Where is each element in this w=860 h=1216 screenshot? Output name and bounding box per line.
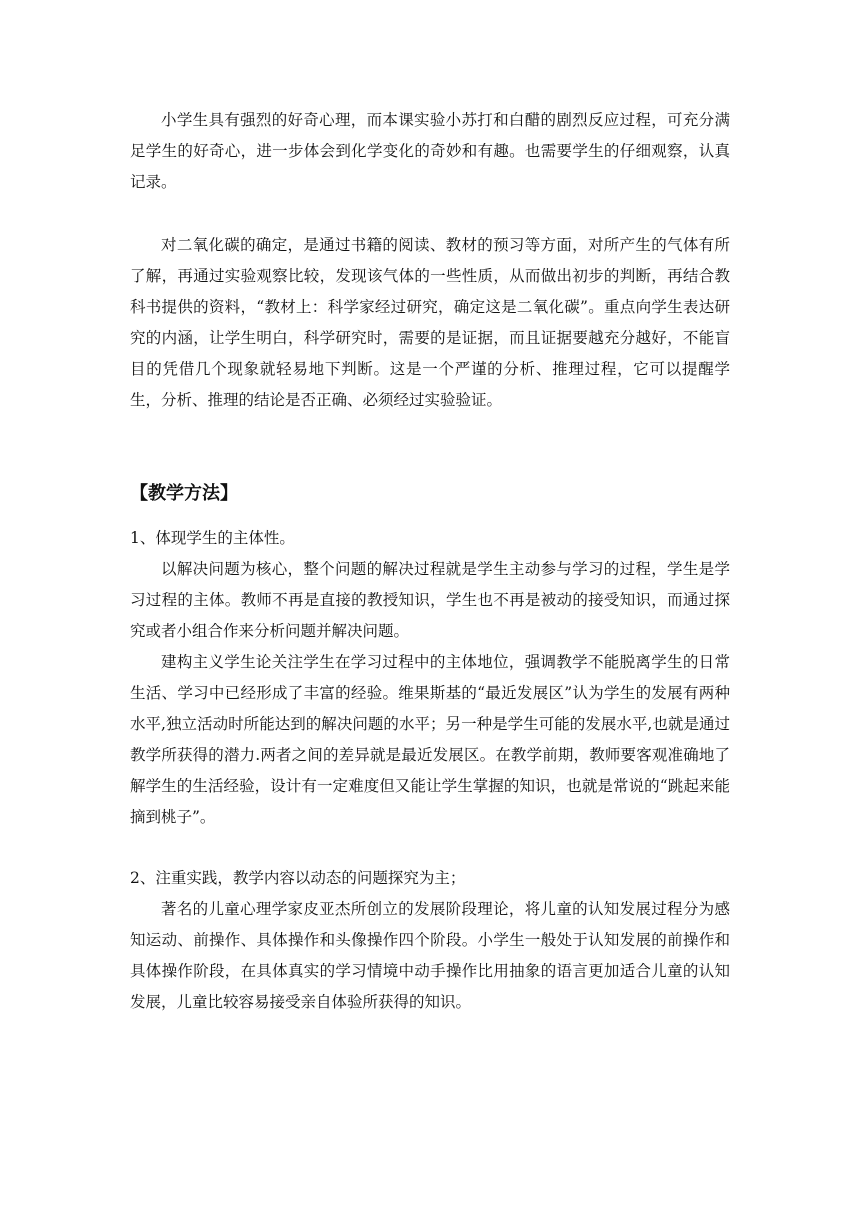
section-heading-teaching-method: 【教学方法】 [130, 483, 238, 504]
paragraph-constructivism: 建构主义学生论关注学生在学习过程中的主体地位，强调教学不能脱离学生的日常生活、学习中已经形成了丰富的经验。维果斯基的“最近发展区”认为学生的发展有两种水平,独立活动时所能达到的解决问题的水平；另一种是学生可能的发展水平,也就是通过教学所获得的潜力.两者之间的差异就是最近发展区。在教学前期，教师要客观准确地了解学生的生活经验，设计有一定难度但又能让学生掌握的知识，也就是常说的“跳起来能摘到桃子”。 [130, 653, 730, 826]
list-item-2: 2、注重实践，教学内容以动态的问题探究为主； [130, 869, 466, 887]
paragraph-curiosity: 小学生具有强烈的好奇心理，而本课实验小苏打和白醋的剧烈反应过程，可充分满足学生的好奇心，进一步体会到化学变化的奇妙和有趣。也需要学生的仔细观察，认真记录。 [130, 111, 730, 191]
paragraph-piaget: 著名的儿童心理学家皮亚杰所创立的发展阶段理论，将儿童的认知发展过程分为感知运动、前操作、具体操作和头像操作四个阶段。小学生一般处于认知发展的前操作和具体操作阶段，在具体真实的学习情境中动手操作比用抽象的语言更加适合儿童的认知发展，儿童比较容易接受亲自体验所获得的知识。 [130, 900, 730, 1011]
paragraph-problem-solving: 以解决问题为核心，整个问题的解决过程就是学生主动参与学习的过程，学生是学习过程的主体。教师不再是直接的教授知识，学生也不再是被动的接受知识，而通过探究或者小组合作来分析问题并解决问题。 [130, 560, 730, 640]
list-item-1: 1、体现学生的主体性。 [130, 529, 295, 547]
paragraph-carbon-dioxide: 对二氧化碳的确定，是通过书籍的阅读、教材的预习等方面，对所产生的气体有所了解，再通过实验观察比较，发现该气体的一些性质，从而做出初步的判断，再结合教科书提供的资料，“教材上：科学家经过研究，确定这是二氧化碳”。重点向学生表达研究的内涵，让学生明白，科学研究时，需要的是证据，而且证据要越充分越好，不能盲目的凭借几个现象就轻易地下判断。这是一个严谨的分析、推理过程，它可以提醒学生，分析、推理的结论是否正确、必须经过实验验证。 [130, 236, 730, 409]
